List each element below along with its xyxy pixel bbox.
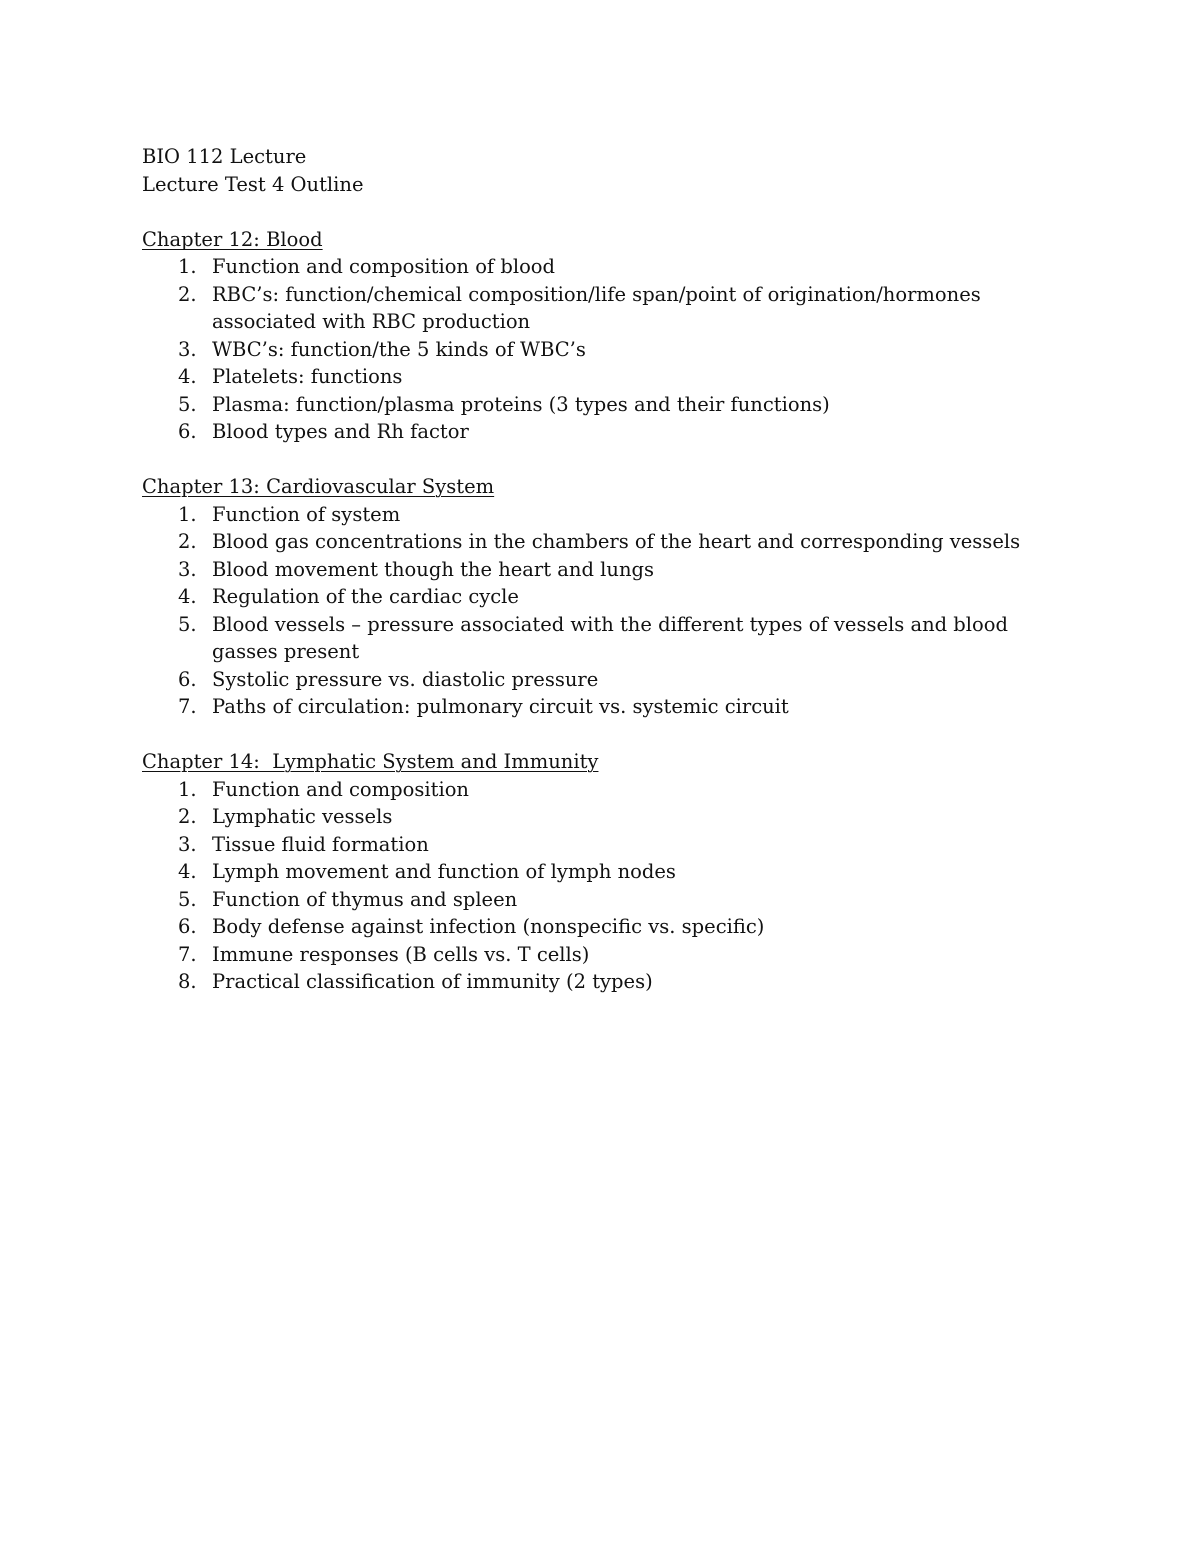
document-body	[142, 143, 1062, 996]
outline-list	[142, 501, 1062, 721]
list-item	[142, 941, 1062, 969]
item-text: Function and composition of blood	[212, 255, 556, 278]
item-number: 2.	[178, 282, 197, 306]
outline-list	[142, 776, 1062, 996]
list-item	[142, 336, 1062, 364]
chapter-section-14	[142, 748, 1062, 996]
item-text: Tissue fluid formation	[212, 832, 429, 856]
item-number: 5.	[178, 392, 197, 416]
list-item	[142, 693, 1062, 721]
list-item	[142, 913, 1062, 941]
item-number: 1.	[178, 777, 197, 801]
list-item	[142, 281, 1062, 336]
item-text: Body defense against infection (nonspecific vs. specific)	[212, 915, 765, 938]
item-text: Immune responses (B cells vs. T cells)	[212, 942, 590, 966]
item-text: Regulation of the cardiac cycle	[212, 585, 519, 608]
item-text: Lymph movement and function of lymph nodes	[212, 860, 676, 883]
item-number: 3.	[178, 832, 197, 856]
item-text: Blood gas concentrations in the chambers of the heart and corresponding vessels	[212, 530, 1021, 553]
list-item	[142, 858, 1062, 886]
list-item	[142, 886, 1062, 914]
chapter-section-13	[142, 473, 1062, 721]
chapter-heading: Chapter 14: Lymphatic System and Immunity	[142, 750, 599, 773]
item-number: 1.	[178, 255, 197, 278]
item-text: Platelets: functions	[212, 365, 403, 388]
list-item	[142, 803, 1062, 831]
chapter-heading: Chapter 13: Cardiovascular System	[142, 475, 495, 498]
item-number: 6.	[178, 420, 197, 443]
item-number: 1.	[178, 502, 197, 526]
list-item	[142, 418, 1062, 446]
item-text: Blood vessels – pressure associated with the different types of vessels and blood gasses present	[212, 612, 1008, 663]
item-number: 4.	[178, 585, 197, 608]
list-item	[142, 666, 1062, 694]
list-item	[142, 363, 1062, 391]
item-number: 2.	[178, 530, 197, 553]
chapter-heading: Chapter 12: Blood	[142, 227, 323, 251]
item-number: 5.	[178, 887, 197, 911]
course-title: BIO 112 Lecture	[142, 145, 307, 168]
item-number: 5.	[178, 612, 197, 636]
spacer	[142, 198, 1062, 226]
list-item	[142, 391, 1062, 419]
document-subtitle: Lecture Test 4 Outline	[142, 172, 364, 196]
list-item	[142, 611, 1062, 666]
spacer	[142, 721, 1062, 749]
item-number: 7.	[178, 942, 197, 966]
item-text: Lymphatic vessels	[212, 805, 393, 828]
item-number: 4.	[178, 860, 197, 883]
list-item	[142, 556, 1062, 584]
item-text: Paths of circulation: pulmonary circuit vs. systemic circuit	[212, 695, 789, 718]
item-text: Function of system	[212, 502, 401, 526]
item-text: Systolic pressure vs. diastolic pressure	[212, 667, 599, 691]
item-text: Blood types and Rh factor	[212, 420, 469, 443]
item-text: Practical classification of immunity (2 types)	[212, 970, 653, 993]
chapter-section-12	[142, 226, 1062, 446]
item-number: 3.	[178, 557, 197, 581]
list-item	[142, 583, 1062, 611]
item-number: 6.	[178, 915, 197, 938]
item-number: 4.	[178, 365, 197, 388]
item-text: WBC’s: function/the 5 kinds of WBC’s	[212, 337, 586, 361]
item-number: 6.	[178, 667, 197, 691]
spacer	[142, 446, 1062, 474]
outline-list	[142, 253, 1062, 446]
item-number: 2.	[178, 805, 197, 828]
list-item	[142, 968, 1062, 996]
item-text: Blood movement though the heart and lungs	[212, 557, 654, 581]
list-item	[142, 528, 1062, 556]
list-item	[142, 831, 1062, 859]
item-text: RBC’s: function/chemical composition/life span/point of origination/hormones associated with RBC production	[212, 282, 981, 333]
item-number: 8.	[178, 970, 197, 993]
item-number: 3.	[178, 337, 197, 361]
list-item	[142, 253, 1062, 281]
list-item	[142, 501, 1062, 529]
list-item	[142, 776, 1062, 804]
item-text: Plasma: function/plasma proteins (3 types and their functions)	[212, 392, 830, 416]
item-text: Function and composition	[212, 777, 469, 801]
item-text: Function of thymus and spleen	[212, 887, 518, 911]
item-number: 7.	[178, 695, 197, 718]
